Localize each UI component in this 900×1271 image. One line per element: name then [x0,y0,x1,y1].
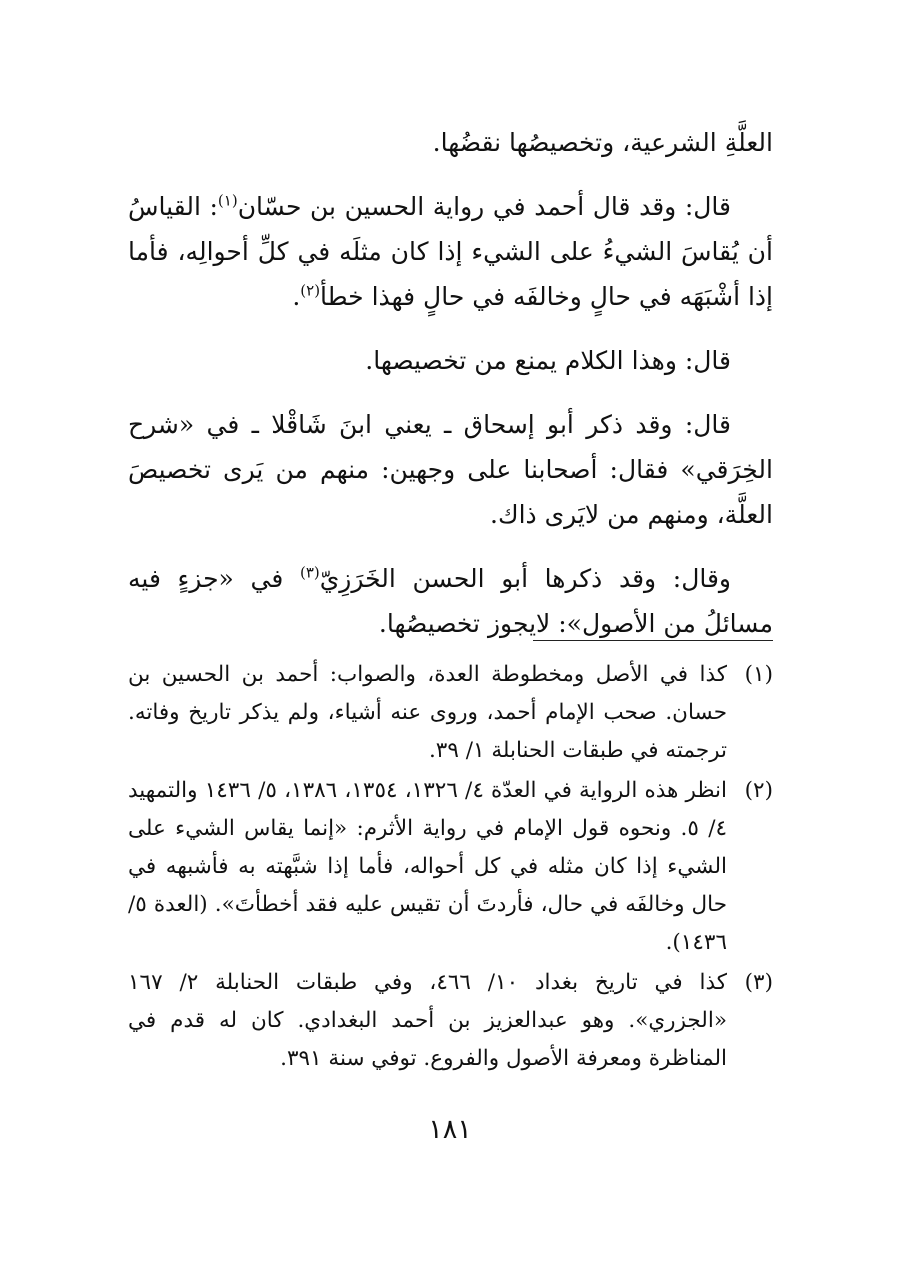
paragraph-3 [128,338,773,383]
paragraph-2-text-a: قال: وقد قال أحمد في رواية الحسين بن حسّان [237,192,731,221]
main-text [128,120,773,665]
footnote-2-number: (٢) [744,778,773,803]
footnote-1-number: (١) [744,662,773,687]
footnote-ref-1[interactable]: (١) [217,191,238,210]
paragraph-1-text: العلَّةِ الشرعية، وتخصيصُها نقضُها. [432,128,773,157]
footnotes [128,656,773,1080]
paragraph-2-text-b: : القياسُ أن يُقاسَ الشيءُ على الشيء إذا كان مثلَه في كلِّ أحوالِه، فأما إذا أشْبَهَه في حالٍ وخالفَه في حالٍ فهذا خطأ [128,192,773,311]
paragraph-5-text-b: في «جزءٍ فيه مسائلُ من الأصول»: لايجوز تخصيصُها. [128,564,773,638]
paragraph-4-text: قال: وقد ذكر أبو إسحاق ـ يعني ابنَ شَاقْلا ـ في «شرح الخِرَقي» فقال: أصحابنا على وجهين: منهم من يَرى تخصيصَ العلَّة، ومنهم من لايَرى ذاك. [128,410,773,529]
footnote-2 [128,772,773,962]
footnote-3-number: (٣) [744,970,773,995]
footnote-2-text: انظر هذه الرواية في العدّة ٤/ ١٣٢٦، ١٣٥٤، ١٣٨٦، ٥/ ١٤٣٦ والتمهيد ٤/ ٥. ونحوه قول الإمام في رواية الأثرم: «إنما يقاس الشيء على الشيء إذا كان مثله في كل أحواله، فأما إذا شبَّهته به فأشبهه في حال وخالفَه في حال، فأردتَ أن تقيس عليه فقد أخطأتَ». (العدة ٥/ ١٤٣٦). [128,778,728,955]
paragraph-3-text: قال: وهذا الكلام يمنع من تخصيصها. [365,346,731,375]
footnote-ref-2[interactable]: (٢) [300,281,321,300]
page-number: ١٨١ [428,1114,472,1145]
footnote-1-text: كذا في الأصل ومخطوطة العدة، والصواب: أحمد بن الحسين بن حسان. صحب الإمام أحمد، وروى عنه أشياء، ولم يذكر تاريخ وفاته. ترجمته في طبقات الحنابلة ١/ ٣٩. [128,662,727,763]
paragraph-2 [128,184,773,319]
footnote-ref-3[interactable]: (٣) [299,563,320,582]
footnote-3 [128,964,773,1078]
footnote-3-text: كذا في تاريخ بغداد ١٠/ ٤٦٦، وفي طبقات الحنابلة ٢/ ١٦٧ «الجزري». وهو عبدالعزيز بن أحمد البغدادي. كان له قدم في المناظرة ومعرفة الأصول والفروع. توفي سنة ٣٩١. [128,970,728,1071]
paragraph-5-text-a: وقال: وقد ذكرها أبو الحسن الخَرَزِيّ [319,564,731,593]
footnote-separator [533,640,773,641]
footnote-1 [128,656,773,770]
paragraph-2-text-c: . [292,282,301,311]
paragraph-4 [128,402,773,537]
paragraph-5 [128,556,773,646]
paragraph-1 [128,120,773,165]
